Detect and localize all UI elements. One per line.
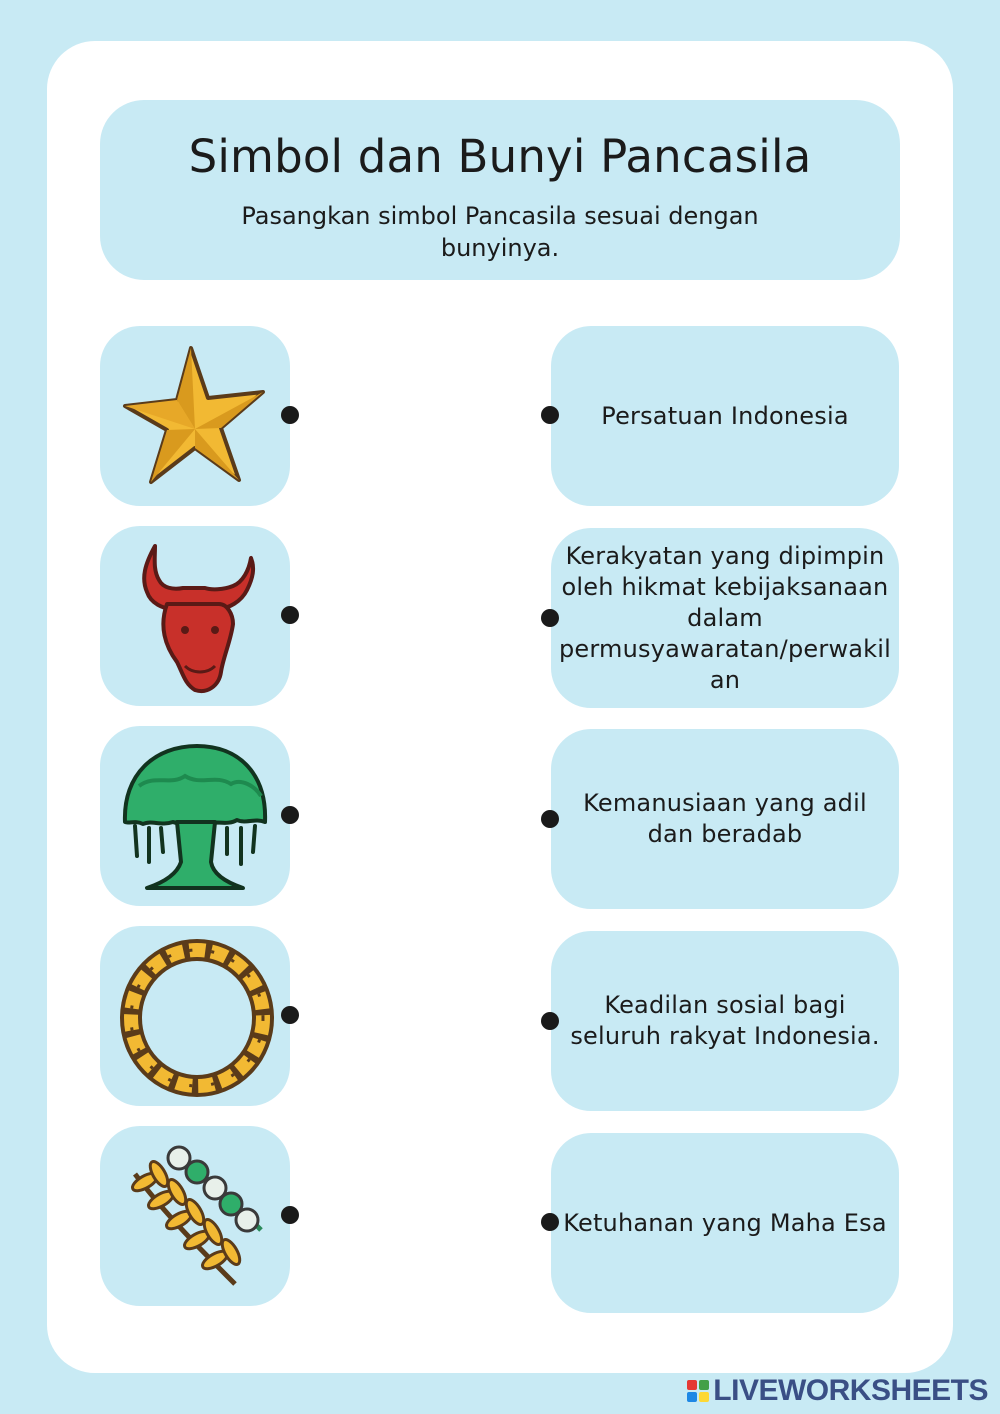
symbol-box-bull-head — [100, 526, 290, 706]
match-dot-symbol-4[interactable] — [281, 1006, 299, 1024]
banyan-tree-icon — [115, 734, 275, 898]
symbol-box-banyan-tree — [100, 726, 290, 906]
phrase-box-3 — [551, 729, 899, 909]
phrase-box-2 — [551, 528, 899, 708]
match-dot-phrase-1[interactable] — [541, 406, 559, 424]
rice-and-cotton-icon — [115, 1134, 275, 1298]
header-box — [100, 100, 900, 280]
star-icon — [115, 334, 275, 498]
page-title: Simbol dan Bunyi Pancasila — [188, 130, 812, 183]
phrase-box-5 — [551, 1133, 899, 1313]
phrase-text: Kemanusiaan yang adil dan beradab — [583, 789, 867, 848]
phrase-text: Ketuhanan yang Maha Esa — [563, 1208, 887, 1237]
symbol-box-chain — [100, 926, 290, 1106]
symbol-box-star — [100, 326, 290, 506]
phrase-text: Persatuan Indonesia — [601, 401, 849, 430]
phrase-text: Kerakyatan yang dipimpin oleh hikmat kebijaksanaan dalam permusyawaratan/perwakilan — [559, 541, 892, 694]
phrase-box-1 — [551, 326, 899, 506]
match-dot-symbol-3[interactable] — [281, 806, 299, 824]
match-dot-phrase-2[interactable] — [541, 609, 559, 627]
liveworksheets-logo-icon — [687, 1380, 709, 1402]
bull-head-icon — [115, 534, 275, 698]
chain-icon — [115, 934, 275, 1098]
match-dot-symbol-1[interactable] — [281, 406, 299, 424]
liveworksheets-brand — [687, 1374, 988, 1408]
symbol-box-rice-cotton — [100, 1126, 290, 1306]
match-dot-phrase-5[interactable] — [541, 1213, 559, 1231]
phrase-text: Keadilan sosial bagi seluruh rakyat Indonesia. — [570, 991, 880, 1050]
instruction-text: Pasangkan simbol Pancasila sesuai dengan bunyinya. — [241, 202, 759, 262]
match-dot-phrase-4[interactable] — [541, 1012, 559, 1030]
match-dot-symbol-5[interactable] — [281, 1206, 299, 1224]
match-dot-symbol-2[interactable] — [281, 606, 299, 624]
phrase-box-4 — [551, 931, 899, 1111]
match-dot-phrase-3[interactable] — [541, 810, 559, 828]
brand-name: LIVEWORKSHEETS — [713, 1374, 988, 1407]
